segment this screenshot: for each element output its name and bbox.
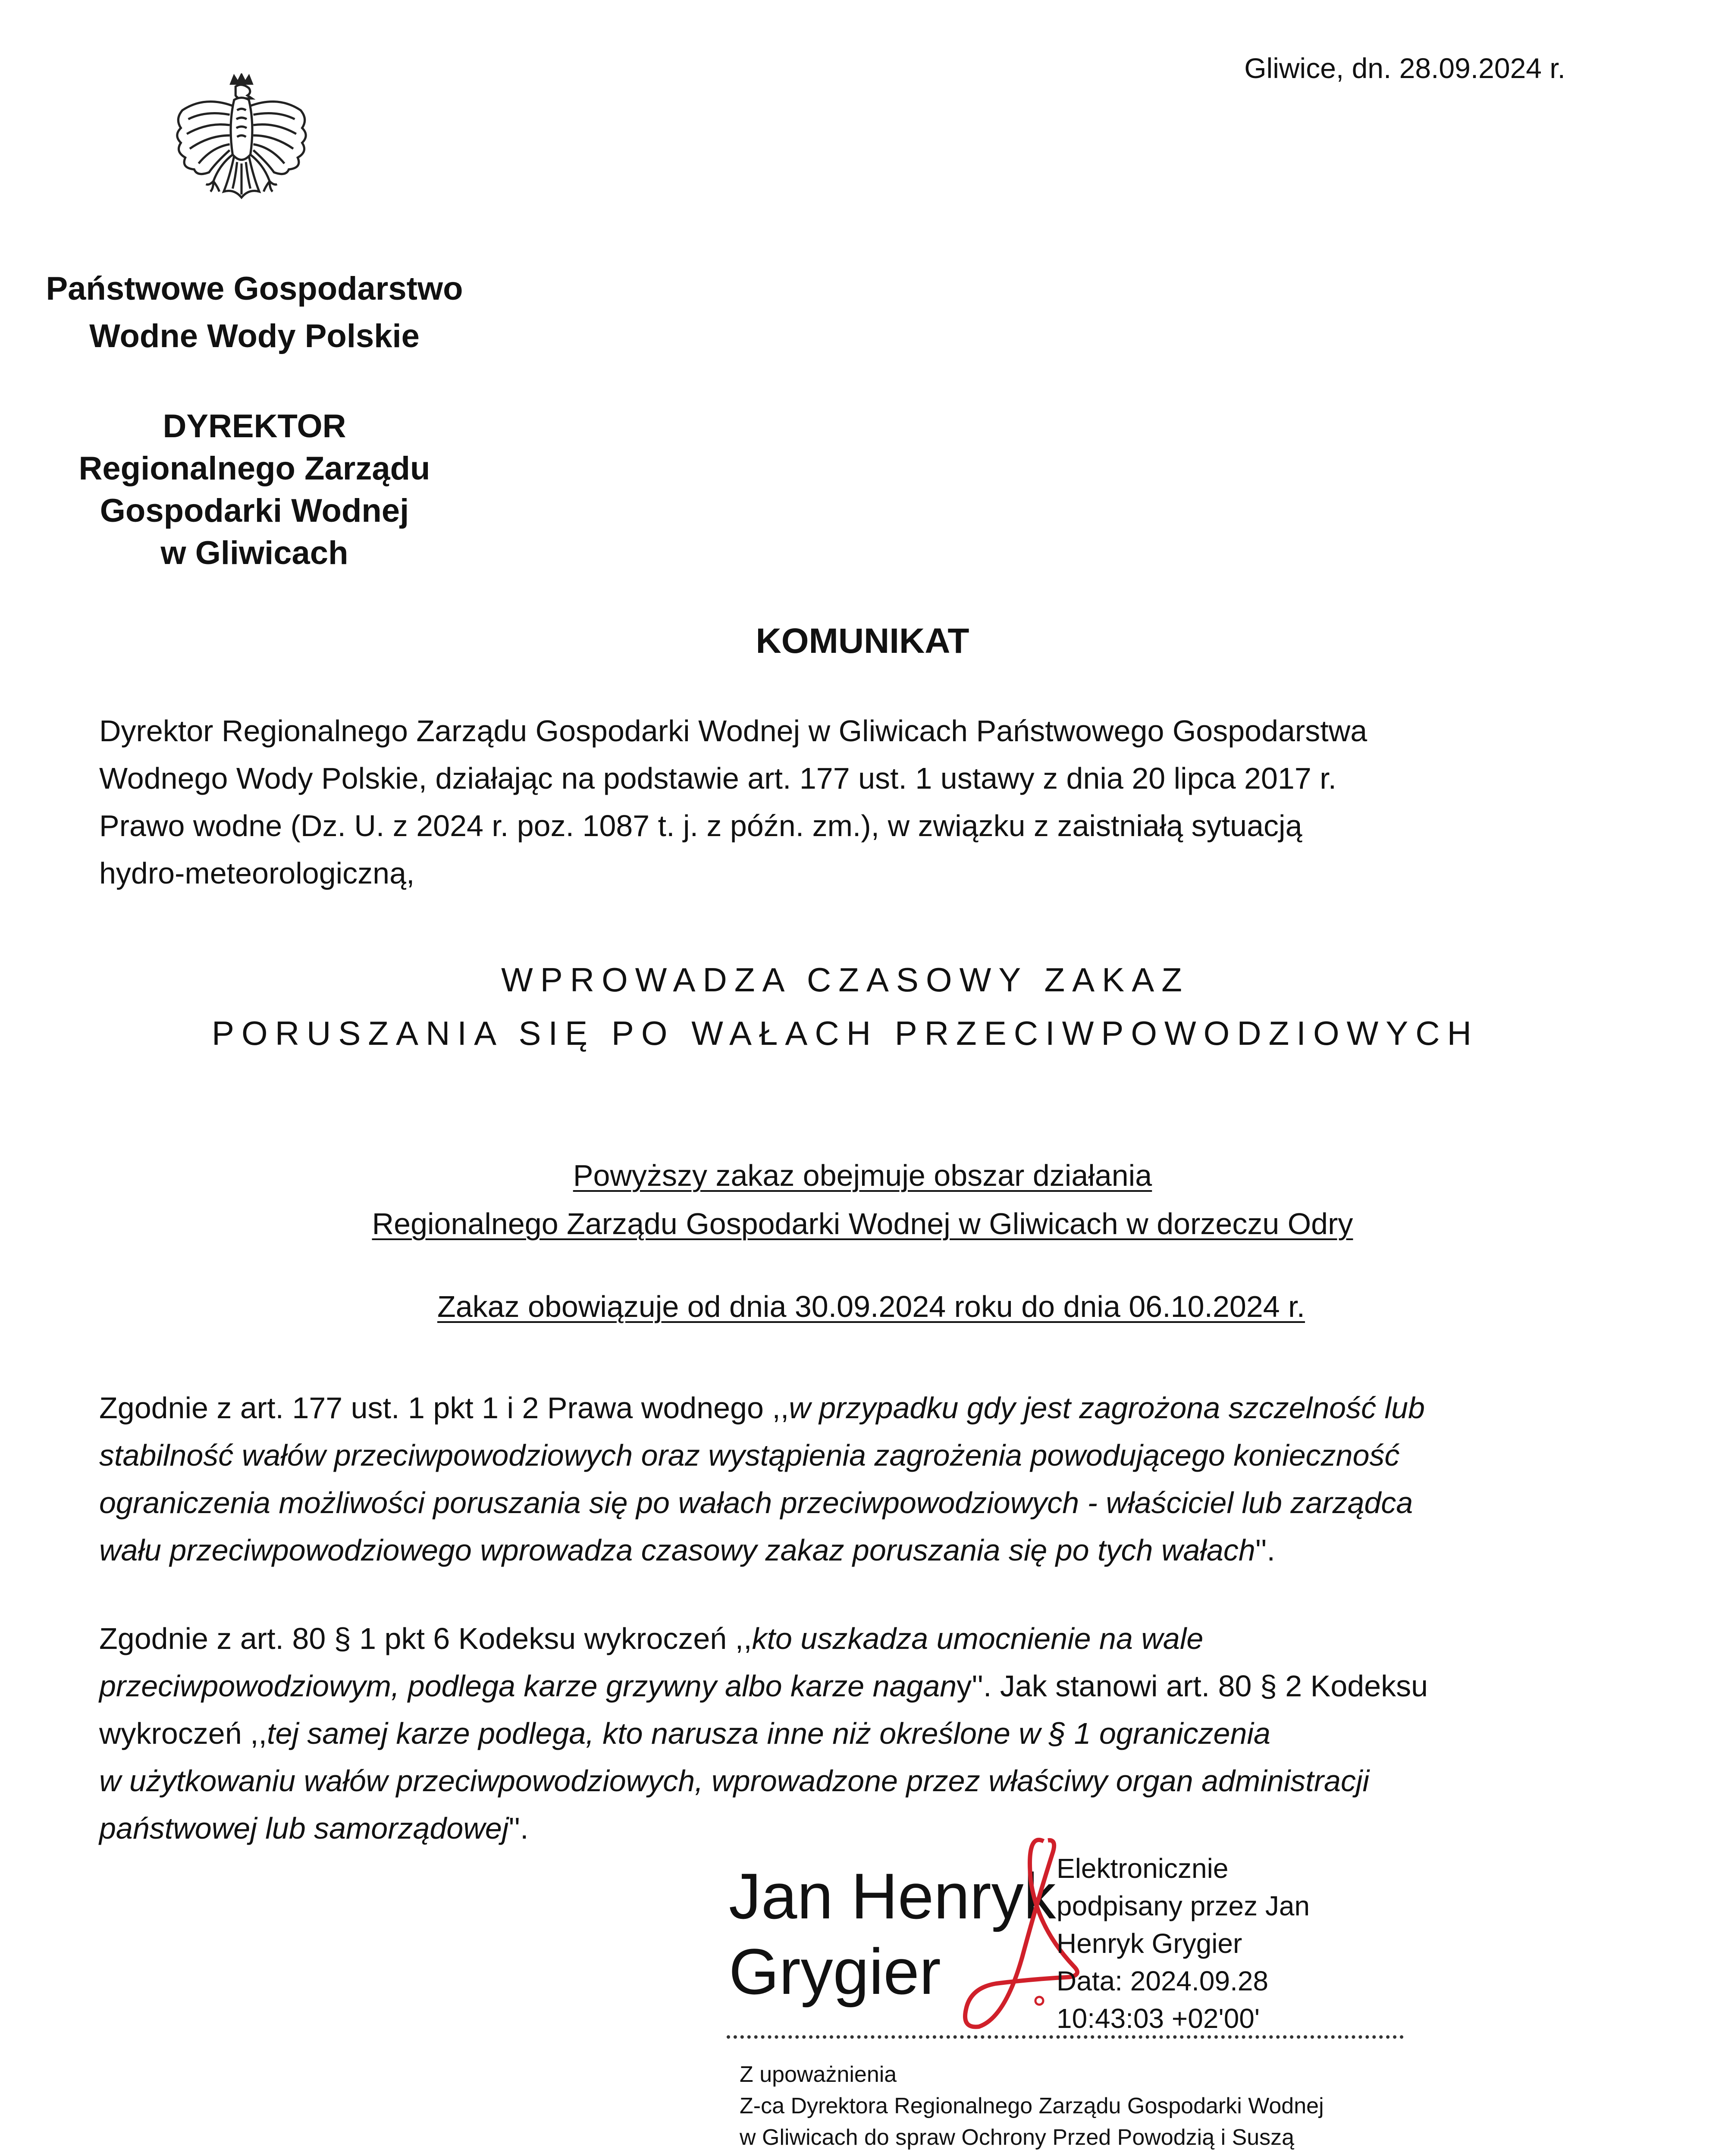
art177-lead: Zgodnie z art. 177 ust. 1 pkt 1 i 2 Prawa wodnego ,, [99, 1391, 789, 1425]
decree-heading [0, 953, 1690, 1060]
scope-statement [0, 1151, 1725, 1248]
art80-quote: państwowej lub samorządowej [99, 1811, 509, 1845]
art80-quote: kto uszkadza umocnienie na wale [752, 1622, 1204, 1655]
auth-line: w Gliwicach do spraw Ochrony Przed Powodzią i Suszą [740, 2125, 1295, 2150]
e-sign-date: Data: 2024.09.28 [1057, 1965, 1269, 1996]
e-sign-line: Elektronicznie [1057, 1853, 1229, 1884]
auth-line: Z upoważnienia [740, 2062, 897, 2087]
scope-line: Powyższy zakaz obejmuje obszar działania [573, 1159, 1152, 1192]
art80-quote: w użytkowaniu wałów przeciwpowodziowych, wprowadzone przez właściwy organ administracji [99, 1764, 1370, 1798]
art177-end: ''. [1255, 1533, 1275, 1567]
intro-line: Prawo wodne (Dz. U. z 2024 r. poz. 1087 t. j. z późn. zm.), w związku z zaistniałą sytuacją [99, 809, 1302, 843]
director-line: Regionalnego Zarządu [78, 450, 430, 487]
decree-line: PORUSZANIA SIĘ PO WAŁACH PRZECIWPOWODZIOWYCH [212, 1014, 1479, 1052]
director-block [26, 405, 483, 574]
art80-lead: Zgodnie z art. 80 § 1 pkt 6 Kodeksu wykroczeń ,, [99, 1622, 752, 1655]
electronic-signature-details [1057, 1850, 1445, 2037]
art80-tail: y''. Jak stanowi art. 80 § 2 Kodeksu [957, 1669, 1428, 1703]
intro-line: hydro-meteorologiczną, [99, 856, 415, 890]
decree-line: WPROWADZA CZASOWY ZAKAZ [501, 961, 1189, 999]
director-line: w Gliwicach [160, 535, 348, 571]
validity-period [0, 1289, 1725, 1324]
article-80-paragraph [99, 1615, 1652, 1852]
auth-line: Z-ca Dyrektora Regionalnego Zarządu Gospodarki Wodnej [740, 2093, 1324, 2118]
e-sign-time: 10:43:03 +02'00' [1057, 2003, 1260, 2034]
signer-name-line: Grygier [729, 1935, 941, 2008]
article-177-paragraph [99, 1384, 1652, 1574]
art177-quote: wału przeciwpowodziowego wprowadza czasowy zakaz poruszania się po tych wałach [99, 1533, 1255, 1567]
e-sign-line: Henryk Grygier [1057, 1928, 1242, 1959]
scope-line: Regionalnego Zarządu Gospodarki Wodnej w Gliwicach w dorzeczu Odry [372, 1207, 1353, 1241]
signer-name-line: Jan Henryk [729, 1860, 1056, 1932]
art80-end: ''. [508, 1811, 529, 1845]
art177-quote: w przypadku gdy jest zagrożona szczelność lub [789, 1391, 1425, 1425]
art80-quote: tej samej karze podlega, kto narusza inne niż określone w § 1 ograniczenia [267, 1717, 1270, 1750]
document-title: KOMUNIKAT [756, 621, 969, 661]
art177-quote: stabilność wałów przeciwpowodziowych oraz wystąpienia zagrożenia powodującego konieczność [99, 1438, 1400, 1472]
polish-eagle-emblem-icon [166, 73, 317, 229]
e-sign-line: podpisany przez Jan [1057, 1890, 1310, 1921]
director-line: Gospodarki Wodnej [100, 492, 409, 529]
intro-line: Wodnego Wody Polskie, działając na podstawie art. 177 ust. 1 ustawy z dnia 20 lipca 2017 r. [99, 761, 1337, 795]
authorization-note [740, 2059, 1324, 2153]
director-line: DYREKTOR [163, 408, 346, 445]
organization-name [26, 265, 483, 360]
intro-paragraph [99, 707, 1583, 897]
signature-dotted-line [727, 2035, 1404, 2039]
org-line: Państwowe Gospodarstwo [46, 270, 463, 307]
intro-line: Dyrektor Regionalnego Zarządu Gospodarki Wodnej w Gliwicach Państwowego Gospodarstwa [99, 714, 1367, 748]
period-text: Zakaz obowiązuje od dnia 30.09.2024 roku do dnia 06.10.2024 r. [437, 1290, 1305, 1323]
art80-lead: wykroczeń ,, [99, 1717, 267, 1750]
place-date: Gliwice, dn. 28.09.2024 r. [1244, 52, 1565, 84]
org-line: Wodne Wody Polskie [89, 318, 420, 354]
art80-quote: przeciwpowodziowym, podlega karze grzywny albo karze nagan [99, 1669, 957, 1703]
art177-quote: ograniczenia możliwości poruszania się po wałach przeciwpowodziowych - właściciel lub zarządca [99, 1486, 1413, 1520]
